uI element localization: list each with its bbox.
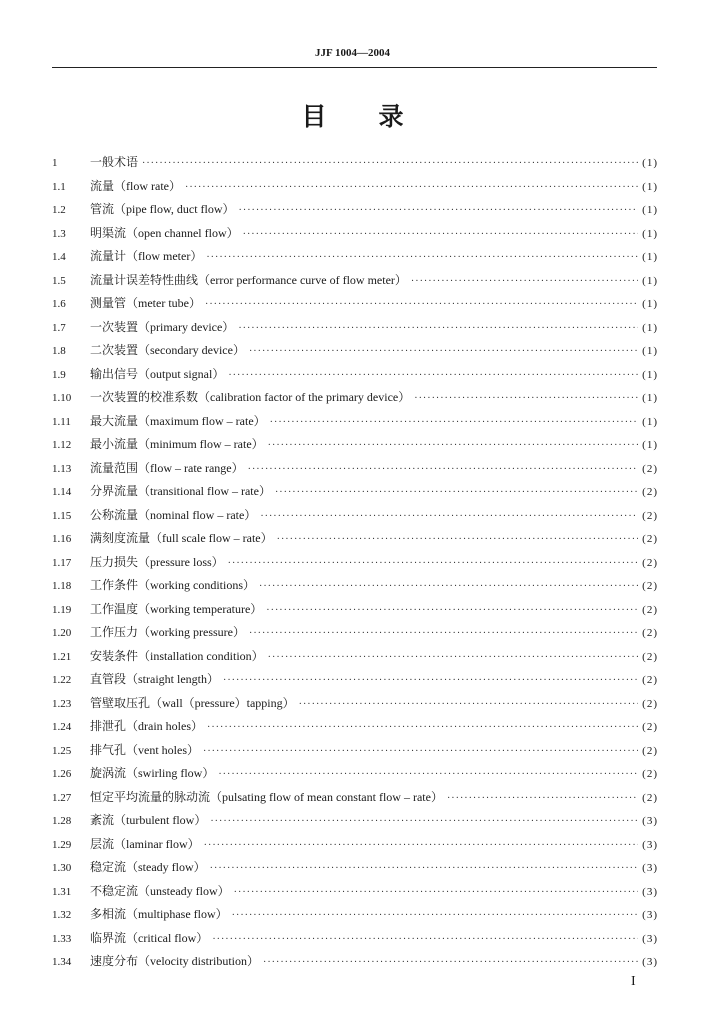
toc-entry-page: (3): [642, 862, 658, 874]
toc-entry: [52, 175, 658, 199]
toc-entry-page: (1): [642, 251, 658, 263]
table-of-contents: [52, 151, 658, 974]
toc-entry-page: (2): [642, 509, 658, 522]
toc-entry-title: 最小流量（minimum flow – rate）: [90, 437, 264, 451]
toc-entry-page: (1): [642, 345, 658, 357]
toc-entry: [52, 950, 658, 974]
dot-leader: [234, 881, 639, 905]
toc-entry-number: 1.23: [52, 697, 72, 710]
dot-leader: [414, 387, 638, 411]
toc-entry-page: (3): [642, 815, 658, 827]
toc-entry: [52, 715, 658, 739]
toc-entry-title: 分界流量（transitional flow – rate）: [90, 484, 271, 498]
toc-entry: [52, 269, 658, 293]
toc-entry: [52, 433, 658, 457]
toc-entry-page: (3): [642, 838, 658, 851]
toc-entry: [52, 504, 658, 528]
toc-entry: [52, 927, 658, 951]
toc-entry-title: 流量计误差特性曲线（error performance curve of flow meter）: [90, 272, 407, 287]
dot-leader: [249, 622, 638, 646]
dot-leader: [249, 340, 638, 364]
dot-leader: [142, 152, 638, 176]
toc-entry-title: 旋涡流（swirling flow）: [90, 766, 215, 780]
toc-entry: [52, 527, 658, 551]
toc-entry-title: 安装条件（installation condition）: [90, 648, 264, 663]
toc-entry-title: 二次装置（secondary device）: [90, 343, 245, 357]
toc-entry: [52, 809, 658, 833]
toc-entry: [52, 222, 658, 246]
toc-entry: [52, 339, 658, 363]
dot-leader: [212, 928, 638, 952]
toc-entry-page: (1): [642, 415, 658, 428]
toc-entry-title: 恒定平均流量的脉动流（pulsating flow of mean constant flow – rate）: [90, 789, 443, 804]
dot-leader: [239, 199, 639, 223]
toc-entry-number: 1.22: [52, 674, 72, 686]
toc-entry-title: 不稳定流（unsteady flow）: [90, 883, 230, 898]
toc-entry-title: 管流（pipe flow, duct flow）: [90, 202, 235, 216]
toc-entry-number: 1.20: [52, 627, 72, 639]
toc-entry: [52, 386, 658, 410]
toc-entry-number: 1.8: [52, 345, 66, 357]
toc-entry-page: (1): [642, 204, 658, 216]
dot-leader: [228, 552, 639, 576]
dot-leader: [203, 740, 638, 764]
toc-entry-title: 多相流（multiphase flow）: [90, 907, 228, 921]
dot-leader: [228, 364, 638, 388]
page-number: I: [631, 974, 636, 989]
toc-entry-title: 稳定流（steady flow）: [90, 860, 206, 874]
toc-entry-number: 1.17: [52, 556, 72, 569]
toc-entry-page: (1): [642, 227, 658, 240]
toc-entry-number: 1.6: [52, 298, 66, 310]
toc-entry-title: 一次装置（primary device）: [90, 319, 235, 334]
toc-entry-number: 1.25: [52, 744, 72, 757]
toc-entry-page: (1): [642, 368, 658, 381]
toc-entry-title: 流量计（flow meter）: [90, 249, 203, 263]
dot-leader: [210, 810, 638, 834]
toc-entry-number: 1.26: [52, 768, 72, 780]
header-rule: [52, 67, 657, 68]
toc-entry: [52, 903, 658, 927]
toc-entry-number: 1.31: [52, 885, 72, 898]
toc-entry-page: (1): [642, 180, 658, 193]
toc-entry-number: 1.27: [52, 791, 72, 804]
dot-leader: [243, 223, 639, 247]
dot-leader: [207, 716, 638, 740]
toc-entry-number: 1.29: [52, 838, 72, 851]
toc-entry: [52, 551, 658, 575]
toc-entry: [52, 668, 658, 692]
toc-entry-title: 速度分布（velocity distribution）: [90, 954, 259, 968]
toc-entry-page: (3): [642, 909, 658, 921]
toc-entry: [52, 645, 658, 669]
toc-entry: [52, 410, 658, 434]
toc-entry-page: (2): [642, 768, 658, 780]
toc-entry-number: 1.1: [52, 180, 66, 193]
dot-leader: [270, 411, 639, 435]
toc-entry-title: 工作条件（working conditions）: [90, 578, 255, 592]
toc-entry: [52, 363, 658, 387]
toc-entry-title: 流量（flow rate）: [90, 178, 181, 193]
toc-entry-title: 公称流量（nominal flow – rate）: [90, 507, 257, 522]
toc-entry: [52, 316, 658, 340]
dot-leader: [248, 458, 639, 482]
toc-entry-number: 1.7: [52, 321, 66, 334]
dot-leader: [260, 505, 638, 529]
dot-leader: [204, 834, 639, 858]
dot-leader: [210, 857, 639, 881]
toc-entry-page: (3): [642, 932, 658, 945]
toc-entry-number: 1: [52, 157, 58, 169]
toc-entry-number: 1.30: [52, 862, 72, 874]
dot-leader: [206, 246, 638, 270]
toc-entry-page: (3): [642, 885, 658, 898]
toc-entry-number: 1.9: [52, 368, 66, 381]
toc-entry-number: 1.15: [52, 509, 72, 522]
dot-leader: [238, 317, 638, 341]
toc-entry-title: 最大流量（maximum flow – rate）: [90, 413, 266, 428]
toc-entry-number: 1.21: [52, 650, 72, 663]
toc-entry: [52, 292, 658, 316]
toc-entry-page: (1): [642, 298, 658, 310]
dot-leader: [266, 599, 638, 623]
toc-entry-page: (1): [642, 157, 658, 169]
toc-entry-page: (2): [642, 650, 658, 663]
toc-entry-number: 1.14: [52, 486, 72, 498]
toc-entry: [52, 480, 658, 504]
dot-leader: [268, 646, 639, 670]
toc-entry: [52, 762, 658, 786]
toc-entry-title: 一次装置的校准系数（calibration factor of the primary device）: [90, 390, 411, 404]
toc-entry-number: 1.24: [52, 721, 72, 733]
toc-entry-number: 1.16: [52, 533, 72, 545]
toc-entry: [52, 786, 658, 810]
toc-entry-number: 1.10: [52, 392, 72, 404]
toc-entry: [52, 880, 658, 904]
toc-entry-number: 1.32: [52, 909, 72, 921]
toc-entry-page: (3): [642, 956, 658, 968]
toc-entry-title: 直管段（straight length）: [90, 672, 219, 686]
toc-entry-page: (1): [642, 321, 658, 334]
toc-entry-page: (2): [642, 556, 658, 569]
toc-entry: [52, 692, 658, 716]
toc-entry-page: (2): [642, 627, 658, 639]
toc-entry-title: 明渠流（open channel flow）: [90, 225, 239, 240]
toc-entry-page: (2): [642, 486, 658, 498]
dot-leader: [259, 575, 638, 599]
toc-entry-number: 1.3: [52, 227, 66, 240]
dot-leader: [185, 176, 638, 200]
dot-leader: [268, 434, 639, 458]
dot-leader: [263, 951, 638, 975]
toc-entry-page: (2): [642, 533, 658, 545]
document-code-header: JJF 1004—2004: [314, 47, 391, 59]
dot-leader: [277, 528, 639, 552]
dot-leader: [232, 904, 639, 928]
toc-entry-title: 满刻度流量（full scale flow – rate）: [90, 531, 273, 545]
dot-leader: [223, 669, 638, 693]
toc-entry: [52, 621, 658, 645]
toc-entry-page: (2): [642, 744, 658, 757]
toc-entry: [52, 574, 658, 598]
toc-entry: [52, 457, 658, 481]
toc-entry-page: (2): [642, 721, 658, 733]
toc-entry-title: 工作压力（working pressure）: [90, 625, 245, 639]
toc-entry-title: 输出信号（output signal）: [90, 366, 225, 381]
toc-entry: [52, 245, 658, 269]
toc-entry-page: (2): [642, 674, 658, 686]
toc-entry-title: 流量范围（flow – rate range）: [90, 460, 244, 475]
toc-entry-page: (2): [642, 603, 658, 616]
toc-entry-number: 1.18: [52, 580, 72, 592]
toc-entry-title: 层流（laminar flow）: [90, 836, 200, 851]
toc-entry-title: 紊流（turbulent flow）: [90, 813, 207, 827]
toc-entry-page: (1): [642, 439, 658, 451]
toc-entry-number: 1.34: [52, 956, 72, 968]
toc-entry: [52, 833, 658, 857]
toc-entry-page: (2): [642, 462, 658, 475]
toc-entry-page: (2): [642, 580, 658, 592]
toc-entry-page: (1): [642, 392, 658, 404]
toc-entry-title: 压力损失（pressure loss）: [90, 554, 224, 569]
dot-leader: [275, 481, 638, 505]
dot-leader: [411, 270, 638, 294]
toc-entry-page: (2): [642, 697, 658, 710]
toc-entry: [52, 856, 658, 880]
toc-entry-page: (1): [642, 274, 658, 287]
toc-entry-number: 1.19: [52, 603, 72, 616]
toc-entry-number: 1.5: [52, 274, 66, 287]
toc-entry-title: 管壁取压孔（wall（pressure）tapping）: [90, 695, 295, 710]
toc-entry-title: 排泄孔（drain holes）: [90, 719, 203, 733]
toc-entry-number: 1.33: [52, 932, 72, 945]
dot-leader: [447, 787, 638, 811]
toc-entry-title: 一般术语: [90, 155, 139, 169]
toc-entry-number: 1.2: [52, 204, 66, 216]
toc-entry: [52, 739, 658, 763]
toc-entry: [52, 151, 658, 175]
toc-entry-number: 1.28: [52, 815, 72, 827]
toc-entry-page: (2): [642, 791, 658, 804]
dot-leader: [218, 763, 638, 787]
toc-entry-number: 1.4: [52, 251, 66, 263]
toc-entry-number: 1.11: [52, 415, 71, 428]
dot-leader: [205, 293, 638, 317]
toc-entry-number: 1.12: [52, 439, 72, 451]
toc-entry: [52, 598, 658, 622]
toc-entry-number: 1.13: [52, 462, 72, 475]
toc-entry-title: 排气孔（vent holes）: [90, 742, 199, 757]
page-title: 目录: [301, 102, 456, 131]
toc-entry: [52, 198, 658, 222]
dot-leader: [299, 693, 639, 717]
toc-entry-title: 工作温度（working temperature）: [90, 601, 263, 616]
toc-entry-title: 临界流（critical flow）: [90, 930, 209, 945]
toc-entry-title: 测量管（meter tube）: [90, 296, 201, 310]
